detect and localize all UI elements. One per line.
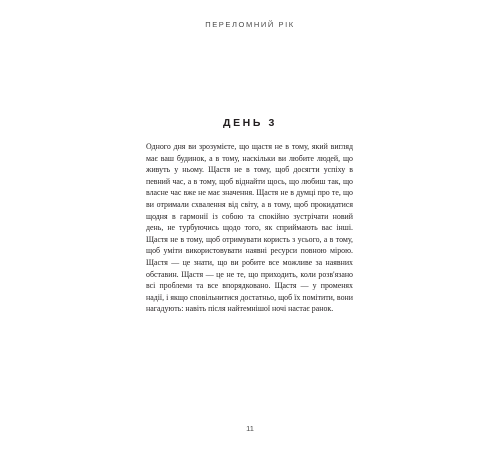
page-number: 11 [246,424,254,433]
chapter-title: ДЕНЬ 3 [223,117,277,129]
body-paragraph: Одного дня ви зрозумієте, що щастя не в тому, який вигляд має ваш будинок, а в тому, наскільки ви любите людей, що живуть у ньому. Щастя не в тому, щоб досягти успіху в певний час, а в тому, щоб віднайти щось, що любиш так, що власне час вже не має значення. Щастя не в думці про те, що ви отримали схвалення від світу, а в тому, щоб прокидатися щодня в гармонії із собою та спокійно зустрічати новий день, не турбуючись щодо того, як сприймають вас інші. Щастя не в тому, щоб отримувати користь з усього, а в тому, щоб уміти використовувати наявні ресурси повною мірою. Щастя — це знати, що ви робите все можливе за наявних обставин. Щастя — це не те, що приходить, коли розв'язано всі проблеми та все впорядковано. Щастя — у променях надії, і якщо сповільнитися достатньо, щоб їх помітити, вони нагадують: навіть після найтемнішої ночі настає ранок. [146,142,353,314]
running-head: ПЕРЕЛОМНИЙ РІК [205,20,295,29]
